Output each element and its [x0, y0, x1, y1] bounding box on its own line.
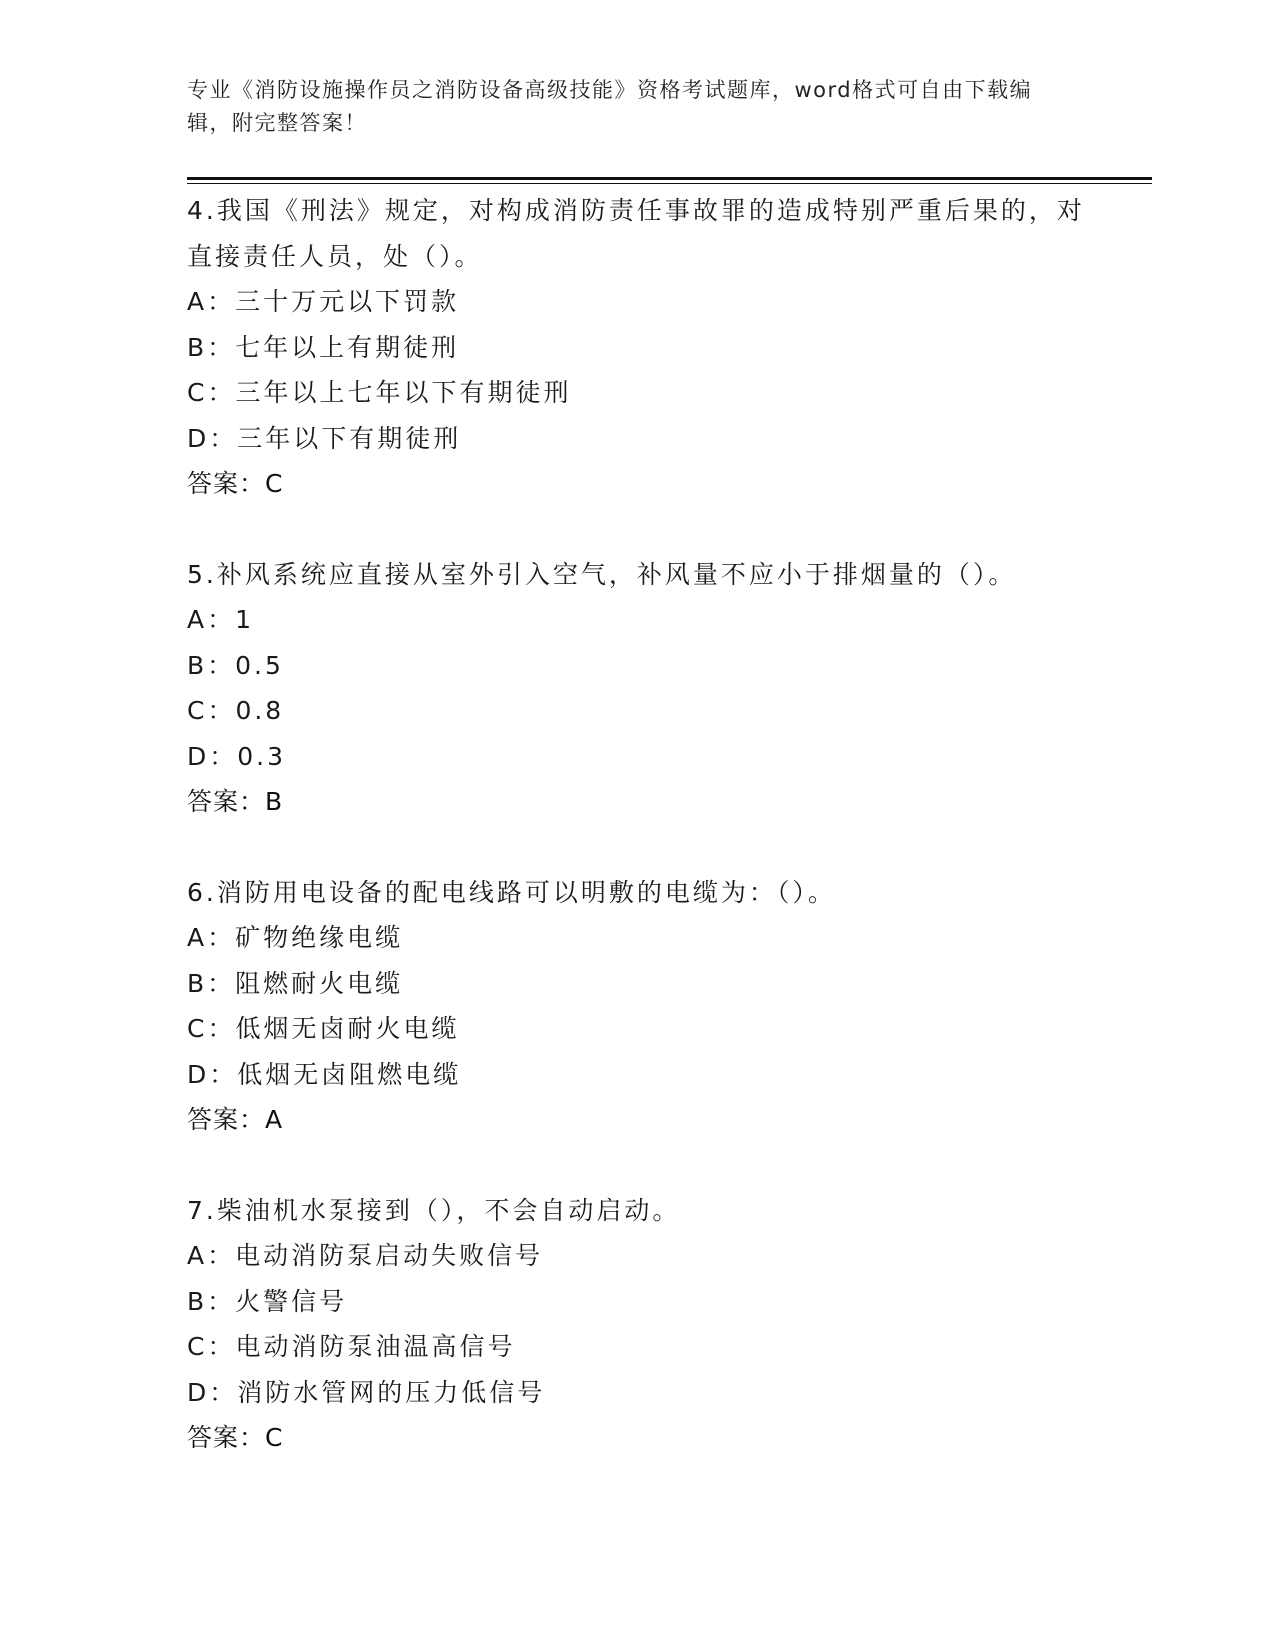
option-b: B：阻燃耐火电缆 — [187, 968, 404, 998]
option-c: C：0.8 — [187, 696, 285, 725]
option-d: D：0.3 — [187, 741, 287, 771]
document-header: 专业《消防设施操作员之消防设备高级技能》资格考试题库，word格式可自由下载编辑，附完整答案！ — [187, 78, 1033, 135]
question-4 — [187, 188, 1127, 507]
question-stem: 4.我国《刑法》规定，对构成消防责任事故罪的造成特别严重后果的，对直接责任人员，处（）。 — [187, 196, 1085, 271]
answer-label: 答案：C — [187, 469, 284, 498]
option-a: A：电动消防泵启动失败信号 — [187, 1241, 544, 1270]
answer-label: 答案：C — [187, 1423, 284, 1452]
header-divider-thin — [187, 183, 1152, 184]
question-6 — [187, 870, 1127, 1143]
question-7 — [187, 1188, 1127, 1461]
question-stem: 6.消防用电设备的配电线路可以明敷的电缆为：（）。 — [187, 877, 836, 907]
option-d: D：低烟无卤阻燃电缆 — [187, 1059, 462, 1089]
option-a: A：矿物绝缘电缆 — [187, 923, 404, 952]
answer-label: 答案：A — [187, 1105, 284, 1134]
option-a: A：三十万元以下罚款 — [187, 287, 460, 316]
option-b: B：火警信号 — [187, 1286, 348, 1316]
option-b: B：七年以上有期徒刑 — [187, 332, 460, 362]
option-c: C：三年以上七年以下有期徒刑 — [187, 378, 572, 407]
answer-label: 答案：B — [187, 787, 284, 816]
option-a: A：1 — [187, 605, 255, 634]
option-b: B：0.5 — [187, 650, 284, 680]
option-c: C：低烟无卤耐火电缆 — [187, 1014, 460, 1043]
option-d: D：三年以下有期徒刑 — [187, 423, 462, 453]
header-divider-thick — [187, 177, 1152, 180]
question-stem: 7.柴油机水泵接到（），不会自动启动。 — [187, 1195, 681, 1225]
question-stem: 5.补风系统应直接从室外引入空气，补风量不应小于排烟量的（）。 — [187, 559, 1017, 589]
question-5 — [187, 552, 1127, 825]
option-d: D：消防水管网的压力低信号 — [187, 1377, 546, 1407]
question-list — [187, 188, 1127, 1506]
option-c: C：电动消防泵油温高信号 — [187, 1332, 516, 1361]
